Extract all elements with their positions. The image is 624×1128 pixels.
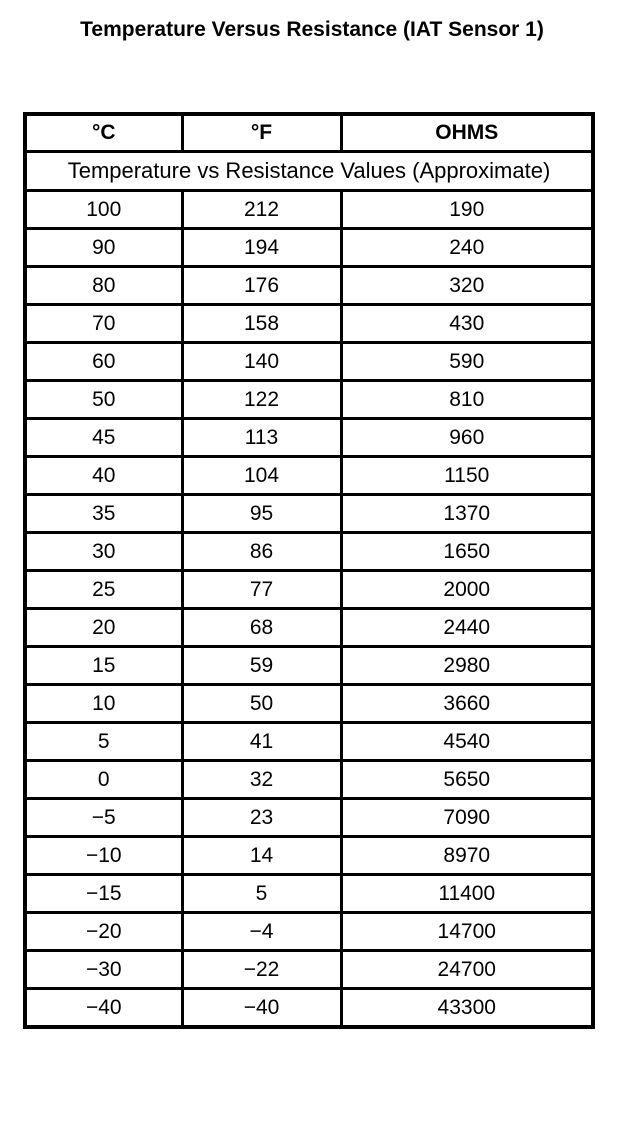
cell-celsius: 25 [25,571,182,609]
cell-fahrenheit: 113 [182,419,341,457]
cell-ohms: 430 [341,305,593,343]
temperature-resistance-table [23,112,595,1029]
cell-celsius: −40 [25,989,182,1028]
table-row [25,951,593,989]
cell-celsius: 45 [25,419,182,457]
cell-ohms: 2000 [341,571,593,609]
cell-celsius: 10 [25,685,182,723]
table-row [25,343,593,381]
cell-celsius: 20 [25,609,182,647]
cell-celsius: 50 [25,381,182,419]
cell-ohms: 14700 [341,913,593,951]
cell-ohms: 1150 [341,457,593,495]
cell-fahrenheit: −22 [182,951,341,989]
table-row [25,647,593,685]
cell-fahrenheit: −4 [182,913,341,951]
table-subheader-row [25,152,593,191]
column-header-ohms: OHMS [341,114,593,152]
cell-celsius: 35 [25,495,182,533]
cell-ohms: 4540 [341,723,593,761]
table-row [25,305,593,343]
table-row [25,723,593,761]
table-row [25,685,593,723]
cell-ohms: 24700 [341,951,593,989]
cell-fahrenheit: 23 [182,799,341,837]
table-row [25,457,593,495]
cell-fahrenheit: 86 [182,533,341,571]
cell-celsius: −10 [25,837,182,875]
cell-ohms: 190 [341,191,593,229]
cell-fahrenheit: 32 [182,761,341,799]
cell-fahrenheit: 158 [182,305,341,343]
cell-celsius: 80 [25,267,182,305]
cell-fahrenheit: 176 [182,267,341,305]
table-row [25,533,593,571]
cell-celsius: 90 [25,229,182,267]
table-row [25,989,593,1028]
cell-celsius: 5 [25,723,182,761]
cell-ohms: 590 [341,343,593,381]
cell-celsius: −5 [25,799,182,837]
table-row [25,913,593,951]
cell-ohms: 43300 [341,989,593,1028]
cell-fahrenheit: 68 [182,609,341,647]
cell-fahrenheit: 14 [182,837,341,875]
table-row [25,419,593,457]
table-row [25,191,593,229]
cell-celsius: 15 [25,647,182,685]
cell-fahrenheit: 41 [182,723,341,761]
cell-ohms: 240 [341,229,593,267]
cell-celsius: 100 [25,191,182,229]
cell-ohms: 320 [341,267,593,305]
cell-fahrenheit: 140 [182,343,341,381]
cell-ohms: 11400 [341,875,593,913]
cell-fahrenheit: 50 [182,685,341,723]
cell-fahrenheit: −40 [182,989,341,1028]
cell-celsius: −30 [25,951,182,989]
column-header-fahrenheit: °F [182,114,341,152]
cell-ohms: 960 [341,419,593,457]
cell-ohms: 1650 [341,533,593,571]
cell-celsius: −20 [25,913,182,951]
table-row [25,609,593,647]
cell-celsius: 30 [25,533,182,571]
cell-fahrenheit: 104 [182,457,341,495]
page-title: Temperature Versus Resistance (IAT Sensor 1) [80,18,544,41]
table-subheader: Temperature vs Resistance Values (Approximate) [25,152,593,191]
cell-ohms: 8970 [341,837,593,875]
cell-fahrenheit: 59 [182,647,341,685]
table-row [25,799,593,837]
cell-celsius: 40 [25,457,182,495]
table-row [25,837,593,875]
cell-celsius: 70 [25,305,182,343]
cell-fahrenheit: 212 [182,191,341,229]
column-header-celsius: °C [25,114,182,152]
cell-ohms: 5650 [341,761,593,799]
cell-celsius: −15 [25,875,182,913]
cell-fahrenheit: 77 [182,571,341,609]
table-row [25,761,593,799]
table-row [25,267,593,305]
table-row [25,571,593,609]
cell-ohms: 7090 [341,799,593,837]
cell-celsius: 60 [25,343,182,381]
cell-fahrenheit: 5 [182,875,341,913]
table-row [25,229,593,267]
cell-ohms: 2440 [341,609,593,647]
table-row [25,495,593,533]
cell-fahrenheit: 122 [182,381,341,419]
cell-ohms: 810 [341,381,593,419]
cell-fahrenheit: 95 [182,495,341,533]
cell-celsius: 0 [25,761,182,799]
cell-fahrenheit: 194 [182,229,341,267]
table-row [25,381,593,419]
cell-ohms: 1370 [341,495,593,533]
table-header-row [25,114,593,152]
cell-ohms: 2980 [341,647,593,685]
cell-ohms: 3660 [341,685,593,723]
table-row [25,875,593,913]
